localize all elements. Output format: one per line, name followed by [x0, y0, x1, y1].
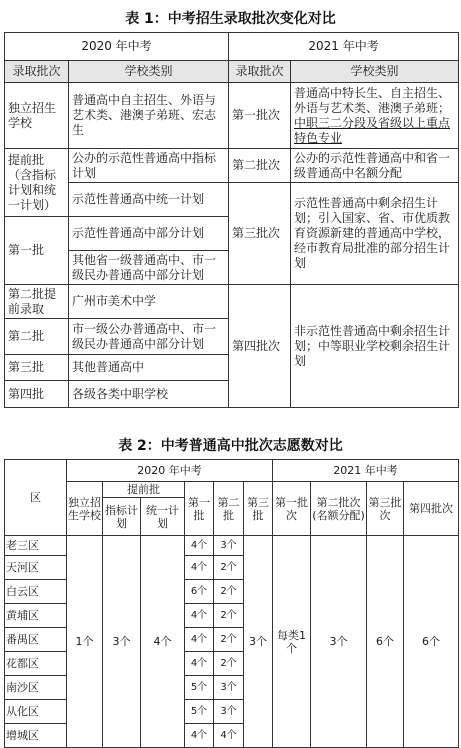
batch3-2021-count: 6个 — [367, 536, 404, 748]
third-batch-count: 3个 — [244, 536, 273, 748]
school-type-header: 学校类别 — [291, 61, 459, 83]
district-name: 白云区 — [5, 580, 67, 604]
right-school-cell: 示范性普通高中剩余招生计划；引入国家、省、市优质教育资源新建的普通高中学校，经市教育局批准的部分招生计划 — [291, 183, 459, 285]
school-type-header: 学校类别 — [69, 61, 229, 83]
left-batch-cell: 提前批（含指标计划和统一计划） — [5, 149, 69, 217]
left-school-cell: 示范性普通高中统一计划 — [69, 183, 229, 217]
right-school-cell: 公办的示范性普通高中和省一级普通高中名额分配 — [291, 149, 459, 183]
year-2021-header: 2021 年中考 — [229, 33, 459, 61]
right-batch-cell: 第四批次 — [229, 285, 291, 408]
year-2021-header: 2021 年中考 — [273, 460, 459, 482]
right-batch-cell: 第三批次 — [229, 183, 291, 285]
left-batch-cell: 第二批提前录取 — [5, 285, 69, 319]
second-batch-header: 第二批 — [214, 482, 244, 536]
right-school-cell — [291, 83, 459, 149]
batch-header: 录取批次 — [229, 61, 291, 83]
quota-plan-header: 指标计划 — [103, 498, 141, 536]
second-batch-count: 2个 — [214, 604, 244, 628]
second-batch-count: 2个 — [214, 652, 244, 676]
third-batch-header: 第三批 — [244, 482, 273, 536]
second-batch-count: 4个 — [214, 724, 244, 748]
district-name: 老三区 — [5, 536, 67, 556]
quota-count: 3个 — [103, 536, 141, 748]
early-batch-header: 提前批 — [103, 482, 185, 498]
district-name: 黄埔区 — [5, 604, 67, 628]
district-name: 从化区 — [5, 700, 67, 724]
second-batch-count: 2个 — [214, 556, 244, 580]
second-batch-count: 3个 — [214, 700, 244, 724]
district-name: 天河区 — [5, 556, 67, 580]
district-name: 增城区 — [5, 724, 67, 748]
school-text-underlined: 中职三二分段及省级以上重点特色专业 — [294, 115, 451, 145]
independent-count: 1个 — [67, 536, 103, 748]
right-school-cell: 非示范性普通高中剩余招生计划；中等职业学校剩余招生计划 — [291, 285, 459, 408]
second-batch-count: 3个 — [214, 676, 244, 700]
first-batch-count: 4个 — [185, 556, 214, 580]
left-batch-cell: 第二批 — [5, 319, 69, 355]
first-batch-count: 4个 — [185, 628, 214, 652]
unified-count: 4个 — [141, 536, 185, 748]
batch4-2021-header: 第四批次 — [404, 482, 459, 536]
second-batch-count: 2个 — [214, 580, 244, 604]
first-batch-count: 4个 — [185, 536, 214, 556]
right-batch-cell: 第二批次 — [229, 149, 291, 183]
left-school-cell: 其他省一级普通高中、市一级民办普通高中部分计划 — [69, 251, 229, 285]
batch1-2021-header: 第一批次 — [273, 482, 311, 536]
batch2-2021-count: 3个 — [311, 536, 367, 748]
batch2-2021-header: 第二批次(名额分配) — [311, 482, 367, 536]
first-batch-count: 4个 — [185, 724, 214, 748]
second-batch-count: 2个 — [214, 628, 244, 652]
district-name: 花都区 — [5, 652, 67, 676]
independent-header: 独立招生学校 — [67, 482, 103, 536]
left-school-cell: 公办的示范性普通高中指标计划 — [69, 149, 229, 183]
school-text: 普通高中特长生、自主招生、外语与艺术类、港澳子弟班； — [294, 85, 451, 115]
right-batch-cell: 第一批次 — [229, 83, 291, 149]
left-batch-cell: 第一批 — [5, 217, 69, 285]
unified-plan-header: 统一计划 — [141, 498, 185, 536]
batch-header: 录取批次 — [5, 61, 69, 83]
district-name: 番禺区 — [5, 628, 67, 652]
first-batch-header: 第一批 — [185, 482, 214, 536]
district-name: 南沙区 — [5, 676, 67, 700]
first-batch-count: 5个 — [185, 676, 214, 700]
year-2020-header: 2020 年中考 — [5, 33, 229, 61]
batch1-2021-count: 每类1个 — [273, 536, 311, 748]
choice-count-table — [4, 459, 459, 748]
left-batch-cell: 第四批 — [5, 381, 69, 408]
second-batch-count: 3个 — [214, 536, 244, 556]
first-batch-count: 4个 — [185, 604, 214, 628]
batch4-2021-count: 6个 — [404, 536, 459, 748]
left-school-cell: 普通高中自主招生、外语与艺术类、港澳子弟班、宏志生 — [69, 83, 229, 149]
first-batch-count: 6个 — [185, 580, 214, 604]
left-school-cell: 市一级公办普通高中、市一级民办普通高中部分计划 — [69, 319, 229, 355]
first-batch-count: 4个 — [185, 652, 214, 676]
batch3-2021-header: 第三批次 — [367, 482, 404, 536]
year-2020-header: 2020 年中考 — [67, 460, 273, 482]
left-batch-cell: 第三批 — [5, 355, 69, 381]
left-batch-cell: 独立招生学校 — [5, 83, 69, 149]
first-batch-count: 5个 — [185, 700, 214, 724]
left-school-cell: 其他普通高中 — [69, 355, 229, 381]
table2-title: 表 2：中考普通高中批次志愿数对比 — [118, 438, 343, 454]
batch-change-table — [4, 32, 459, 408]
district-header: 区 — [5, 460, 67, 536]
left-school-cell: 广州市美术中学 — [69, 285, 229, 319]
left-school-cell: 示范性普通高中部分计划 — [69, 217, 229, 251]
left-school-cell: 各级各类中职学校 — [69, 381, 229, 408]
table1-title: 表 1：中考招生录取批次变化对比 — [125, 11, 336, 27]
